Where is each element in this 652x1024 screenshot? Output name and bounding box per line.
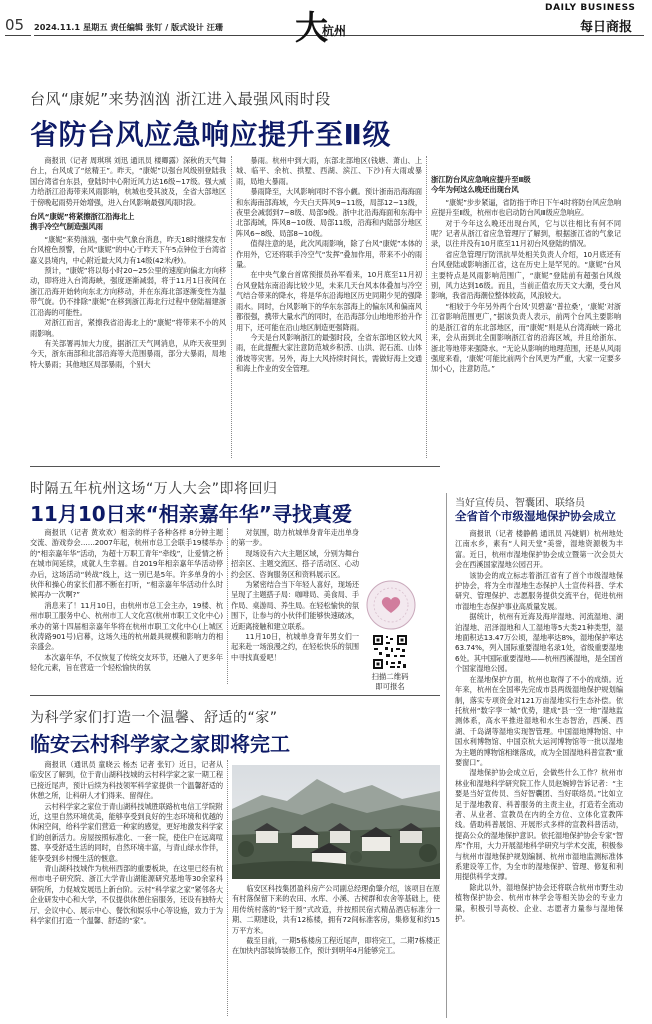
article1-headline: 省防台风应急响应提升至Ⅱ级	[30, 118, 391, 151]
article4-headline: 临安云村科学家之家即将完工	[30, 732, 290, 756]
qr-caption: 扫描二维码 即可报名	[371, 672, 409, 691]
village-photo	[232, 765, 440, 879]
article1-subhead: 台风“康妮”将紧擦浙江沿海北上 携手冷空气制造强风雨	[30, 212, 135, 232]
big-character: 大	[295, 8, 328, 47]
article1-col1: 商报讯（记者 周琪琪 刘迅 通讯员 楼卿露）深秋的天气舞台上，台风成了“炫精王”。昨天，“康妮”以强台风级别登陆我国台湾省台东县，登陆时中心附近风力达16级~17级。强大威力给浙江沿海带来风雨影响，杭城也受其波及，全省大部地区于傍晚起雨势开始增强，进入台风影响最强风雨时段。 台风“康妮”将紧擦浙江沿海北上 携手冷空气制造强风雨 “康妮”来势汹汹，强中央气象台消息，昨天18时继续发布台风橙色预警，台风“康妮”的中心于昨天下午5点钟位于台湾省嘉义县境内，中心附近最大风力有14级(42米/秒)。 预计，“康妮”将以每小时20~25公里的速度向偏北方向移动，即将进入台湾海峡，强度逐渐减弱，将于11月1日夜间在浙江沿海开始转向东北方向移动，并在东海北部逐渐变性为温带气旋。仍不排除“康妮”在移到浙江海北行过程中登陆福建浙江沿海的可能性。 对浙江而言，紧擦我省沿海北上的“康妮”将带来不小的风雨影响。 有关部署再加大力度，据浙江天气网消息，从昨天夜里到今天，浙东南部和北部沿海等大范围暴雨，部分大暴雨，局地特大暴雨；其他地区局部暴雨，个别大	[30, 156, 226, 369]
article4-deck: 为科学家们打造一个温馨、舒适的“家”	[30, 710, 278, 726]
article2-headline: 11月10日来“相亲嘉年华”寻找真爱	[30, 502, 352, 526]
article2-deck: 时隔五年杭州这场“万人大会”即将回归	[30, 481, 278, 497]
article3-body: 商报讯（记者 楼静鹤 通讯员 冯婕娟）杭州地处江南水乡，素有“人间天堂”美誉，湿地资源极为丰富。近日，杭州市湿地保护协会成立暨第一次会员大会在西溪国家湿地公园召开。 该协会的成立标志着浙江省有了首个市级湿地保护协会，将为全市湿地生态保护人士宣传科普、学术研究、管理保护、志愿服务提供交流平台，促进杭州市湿地生态保护事业高质量发展。 据统计，杭州有近海及海岸湿地、河流湿地、湖泊湿地、沼泽湿地和人工湿地等5大类21种类型，湿地面积达13.47万公顷，湿地率达8%，湿地保护率达63.74%，列入国际重要湿地名录1处，省级重要湿地6处。其中国际重要湿地——杭州西溪湿地，是全国首个国家湿地公园。 在湿地保护方面，杭州也取得了不小的成绩。近年来，杭州在全国率先完成市县两级湿地保护规划编制，落实专项资金对121万亩湿地实行生态补偿。依托杭州“数字孪一城”优势，建成“县一空一地”湿地监测体系，高水平推进湿地和水生态智治，西溪、西湖、千岛湖等湿地实现智管理。中国湿地博物馆、中国水利博物馆、中国京杭大运河博物馆等一批以湿地为主题的博物馆相继落成，成为全国湿地科普宣教“重要窗口”。 湿地保护协会成立后，会做些什么工作？杭州市林业和湿地科学研究院工作人员赵婉婷告诉记者：“主要是当好宣传员、当好智囊团、当好联络员。”比如立足于湿地教育、科普服务的主责主业，打造若全流动者、从业者、宣教员在内的全方位、立体化宣教阵线。借助科普展馆、开展形式多样的宣教科普活动，提高公众的湿地保护意识。依托湿地保护协会专家“智库”作用，大力开展湿地科学研究与学术交流，积极参与杭州市湿地保护规划编制、杭州市湿地监测标准体系建设等工作，为全市的湿地保护、管理、修复和利用提供科学支撑。 除此以外，湿地保护协会还将联合杭州市野生动植物保护协会、杭州市林学会等相关协会的专业力量，积极引导高校、企业、志愿者力量参与湿地保护。	[455, 529, 623, 924]
village-landscape-image	[232, 765, 440, 879]
daily-business-en: DAILY BUSINESS	[545, 3, 636, 13]
qr-code[interactable]	[372, 634, 408, 670]
paper-name: 每日商报	[580, 20, 633, 35]
article1-col3: 浙江防台风应急响应提升至Ⅱ级 今年为何这么晚还出现台风 “康妮”步步紧逼，省防指于昨日下午4时将防台风应急响应提升至Ⅱ级，杭州市也启动防台风Ⅲ级应急响应。 对于今年这么晚还出现台风，它与以往相比有何不同呢？记者从浙江省应急管理厅了解到，根据浙江省的气象记录，以往并没有10月底至11月初台风登陆的情况。 省应急管理厅防汛抗旱处相关负责人介绍，10月底还有台风登陆或影响浙江省，这在历史上是罕见的。“康妮”台风主要特点是风雨影响范围广，“康妮”登陆前有超强台风级别，风力达到16级。而且，当前正值农历天文大潮，受台风影响，我省沿海潮位整体较高，风浪较大。 “相较于今年另外两个台风‘贝碧嘉’‘普拉桑’，‘康妮’对浙江省影响范围更广，”据该负责人表示，前两个台风主要影响的是浙江省的东北部地区，而“康妮”则是从台湾海峡一路北来，会从南到北全面影响浙江省的沿海区域，并且给浙东、浙北等地带来强降水。“无论从影响的地理范围，还是从风雨强度来看，‘康妮’可能比前两个台风更为严重，大家一定要多加小心，注意防范。”	[431, 175, 621, 374]
article1-col3-subhead: 浙江防台风应急响应提升至Ⅱ级 今年为何这么晚还出现台风	[431, 175, 531, 195]
article4-col1: 商报讯（通讯员 童晓云 杨杰 记者 张钉）近日，记者从临安区了解到，位于青山湖科技城的云村科学家之家一期工程已接近尾声，预计后续为科技领军科学家提供一个温馨舒适的休憩之所，让科研人才们得来、留得住。 云村科学家之家位于青山湖科技城胜联路杭电信工学院附近，这里自然环境优美，能够享受到良好的生态环境和优越的休闲空间，给科学家们营造一种家的感觉，更好地激发科学家们的创新活力。房屋按照标准化、一套一院，使住户在远离喧嚣、享受舒适生活的同时，自然环境丰富，与青山绿水作伴，能享受到乡村慢生活的惬意。 青山湖科技城作为杭州西部的重要板块，在这里已经有杭州市电子研究院、浙江大学青山湖能源研究基地等30余家科研院所，力促城发展迅上新台阶。云村“科学家之家”紧邻各大企业研发中心和大学，不仅提供休憩住宿服务，还设有独特大厅、会议中心、展示中心、餐饮和娱乐中心等设施，致力于为科学家们打造一个温馨、舒适的“家”。	[30, 760, 223, 926]
article4-col2: 临安区科技集团盈科房产公司副总经理俞肇介绍，该项目在原有村落保留下来的农田、水库、小溪、古树群和农舍等基础上，使用传统村落的“轻干预”式改造，并按照民宿式精品酒店标准分一期、二期建设，共有12栋楼，拥有72间标准客房，集修复和约15万平方米。 截至目前，一期5栋楼房工程近尾声，即将完工，二期7栋楼正在加快内部装饰装修工作，预计到明年4月能够完工。	[232, 884, 440, 956]
date-line: 2024.11.1 星期五 责任编辑 张钉 / 版式设计 汪珊	[34, 22, 224, 32]
separator	[30, 466, 440, 467]
article1-col2: 暴雨。杭州中到大雨，东部北部地区(钱塘、萧山、上城、临平、余杭、拱墅、西湖、滨江、下沙)有大雨或暴雨，局地大暴雨。 暴雨降至，大风影响同时不容小觑。预计浙南沿海海面和东海南部海域，今天白天阵风9~11级，局部12~13级，夜里会减弱到7~8级、局部9级。浙中北沿海海面和东海中北部海域，阵风8~10级、局部11级，沿海和内陆部分地区阵风6~8级、局部8~10级。 值得注意的是，此次风雨影响，除了台风“康妮”本体的作用外，它还将联手冷空气“发挥”叠加作用，带来不小的雨量。 在中央气象台首席预报员孙军看来，10月底至11月初台风登陆东南沿海比较少见，未来几天台风本体叠加与冷空气结合带来的降水，将是华东沿海地区历史同期少见的强降雨水。同时，台风影响下的华东东部海上的偏东风和偏南风都很强，携带大量水汽的同时，在沿海部分山地地形抬升作用下，还可能在沿山地区制造更强降雨。 今天是台风影响浙江的最强时段，全省东部地区较大风雨，在此提醒大家注意防范城乡积涝、山洪、泥石流、山体滑坡等灾害。另外，海上大风持续时间长，需做好海上交通和海上作业的安全管理。	[236, 156, 422, 374]
qr-badge-icon	[366, 580, 416, 630]
article2-col2: 对氛围，助力杭城单身青年走出单身的第一步。 现场设有六大主题区域，分别为舞台招亲区、主题交流区、搭子活动区、心动约会区、咨询服务区和资料展示区。 为紧密结合当下年轻人喜好，现场还呈现了主题搭子局：咖啡局、美食局、手作局、桌游局、养生局。在轻松愉快的氛围下，让参与的小伙伴们能够快速破冰，近距离接触和建立联系。 11月10日，杭城单身青年男女们一起来赴一场浪漫之约，在轻松快乐的氛围中寻找真爱吧！	[231, 528, 359, 662]
masthead	[0, 0, 652, 46]
page-number: 05	[5, 16, 25, 34]
article3-headline: 全省首个市级湿地保护协会成立	[455, 509, 616, 523]
qr-badge	[366, 580, 416, 630]
qr-code-icon	[372, 634, 408, 670]
separator	[30, 695, 440, 696]
article2-col1: 商报讯（记者 黄欢欢）相亲的样子各种各样 8分钟主题交流、游戏券会……2007年起，杭州市总工会联手19楼举办的“相亲嘉年华”活动，为超十万职工青年“牵线”，让爱情之桥在城市间延续，成就人生幸福。自2019年相亲嘉年华活动停办后，这场活动“转战”线上，这一别已是5年。许多单身的小伙伴和操心的家长们都不断在打听，“相亲嘉年华活动什么时候再办一次啊?” 消息来了！11月10日，由杭州市总工会主办，19楼、杭州市职工服务中心、杭州市工人文化宫(杭州市职工文化中心)承办的第十四届相亲嘉年华将在杭州市职工文化中心(上城区秋涛路901号)启幕，这场久违的杭州最具规模和影响力的相亲盛会。 本次嘉年华，不仅恢复了传统交友环节，还融入了更多年轻化元素，旨在营造一个轻松愉快的氛	[30, 528, 223, 673]
article1-deck: 台风“康妮”来势汹汹 浙江进入最强风雨时段	[30, 90, 331, 108]
article3-deck: 当好宣传员、智囊团、联络员	[455, 498, 585, 509]
city-name: 杭州	[322, 24, 347, 38]
